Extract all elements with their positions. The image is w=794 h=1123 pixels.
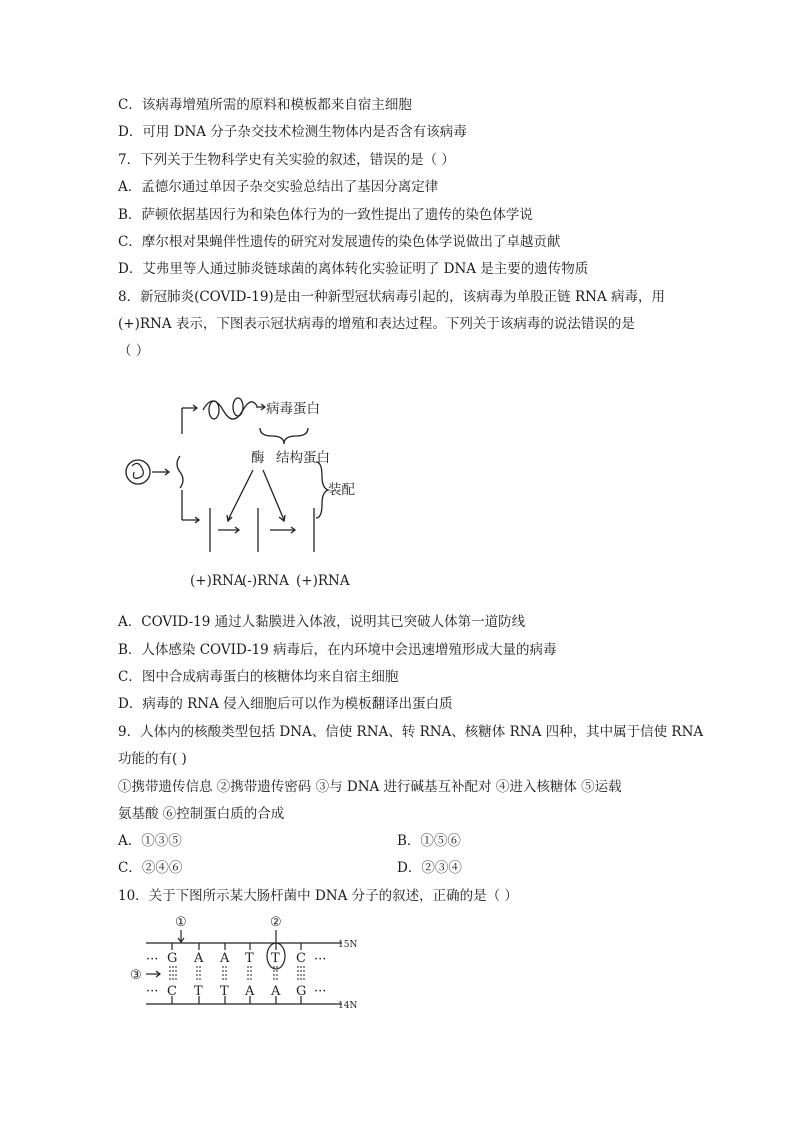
q8-virus-replication-figure xyxy=(118,380,355,595)
strand-label-14n: 14N xyxy=(338,1001,358,1011)
label-rna-negative: (-)RNA xyxy=(242,573,289,589)
q8-option-d: D．病毒的 RNA 侵入细胞后可以作为模板翻译出蛋白质 xyxy=(118,696,453,712)
strand-label-15n: 15N xyxy=(338,940,358,950)
q6-option-d: D．可用 DNA 分子杂交技术检测生物体内是否含有该病毒 xyxy=(118,124,467,140)
q9-option-b: B．①⑤⑥ xyxy=(397,833,461,849)
label-rna-positive-1: (+)RNA xyxy=(190,573,244,589)
bottom-base: T xyxy=(194,984,203,999)
q9-option-c: C．②④⑥ xyxy=(118,860,183,876)
label-rna-positive-2: (+)RNA xyxy=(296,573,350,589)
q8-option-a: A．COVID-19 通过人黏膜进入体液，说明其已突破人体第一道防线 xyxy=(118,614,526,630)
q9-option-a: A．①③⑤ xyxy=(118,833,182,849)
bottom-base: A xyxy=(245,984,255,999)
q7-option-d: D．艾弗里等人通过肺炎链球菌的离体转化实验证明了 DNA 是主要的遗传物质 xyxy=(118,261,589,277)
q7-option-c: C．摩尔根对果蝇伴性遗传的研究对发展遗传的染色体学说做出了卓越贡献 xyxy=(118,234,561,250)
top-right-ellipsis: ··· xyxy=(314,952,327,967)
marker-1: ① xyxy=(175,915,187,930)
top-base: A xyxy=(220,951,230,966)
marker-3: ③ xyxy=(130,968,142,983)
q8-stem-line1: 8．新冠肺炎(COVID-19)是由一种新型冠状病毒引起的，该病毒为单股正链 RNA 病毒，用 xyxy=(118,289,665,305)
bottom-right-ellipsis: ··· xyxy=(314,984,327,999)
q9-stem-line2: 功能的有( ) xyxy=(118,751,187,767)
q8-option-b: B．人体感染 COVID-19 病毒后，在内环境中会迅速增殖形成大量的病毒 xyxy=(118,642,557,658)
q8-stem-line3: （ ） xyxy=(118,343,150,359)
bottom-left-ellipsis: ··· xyxy=(146,984,159,999)
bottom-base: G xyxy=(296,984,307,999)
top-left-ellipsis: ··· xyxy=(146,952,159,967)
top-base: C xyxy=(296,951,306,966)
q9-items-line1: ①携带遗传信息 ②携带遗传密码 ③与 DNA 进行碱基互补配对 ④进入核糖体 ⑤运载 xyxy=(118,779,622,795)
q7-option-a: A．孟德尔通过单因子杂交实验总结出了基因分离定律 xyxy=(118,179,439,195)
q8-option-c: C．图中合成病毒蛋白的核糖体均来自宿主细胞 xyxy=(118,669,399,685)
q6-option-c: C．该病毒增殖所需的原料和模板都来自宿主细胞 xyxy=(118,97,412,113)
rna-wave-icon xyxy=(177,456,183,488)
label-structural-protein: 结构蛋白 xyxy=(276,450,330,466)
q7-option-b: B．萨顿依据基因行为和染色体行为的一致性提出了遗传的染色体学说 xyxy=(118,207,533,223)
q8-stem-line2: (+)RNA 表示，下图表示冠状病毒的增殖和表达过程。下列关于该病毒的说法错误的是 xyxy=(118,316,635,332)
bottom-base: T xyxy=(220,984,229,999)
q10-stem: 10．关于下图所示某大肠杆菌中 DNA 分子的叙述，正确的是（ ） xyxy=(118,888,518,904)
top-base: T xyxy=(245,951,254,966)
label-virus-protein: 病毒蛋白 xyxy=(266,401,320,417)
q10-dna-figure xyxy=(128,912,368,1012)
q9-option-d: D．②③④ xyxy=(397,860,462,876)
label-enzyme: 酶 xyxy=(251,450,265,466)
marker-2: ② xyxy=(270,915,282,930)
bottom-base: A xyxy=(271,984,281,999)
q9-stem-line1: 9．人体内的核酸类型包括 DNA、信使 RNA、转 RNA、核糖体 RNA 四种，其中属于信使 RNA xyxy=(118,724,704,740)
top-base: A xyxy=(194,951,204,966)
top-base: G xyxy=(167,951,178,966)
top-base: T xyxy=(271,951,280,966)
q7-stem: 7．下列关于生物科学史有关实验的叙述，错误的是（ ） xyxy=(118,152,455,168)
label-assembly: 装配 xyxy=(328,482,355,498)
bottom-base: C xyxy=(167,984,177,999)
q9-items-line2: 氨基酸 ⑥控制蛋白质的合成 xyxy=(118,806,285,822)
